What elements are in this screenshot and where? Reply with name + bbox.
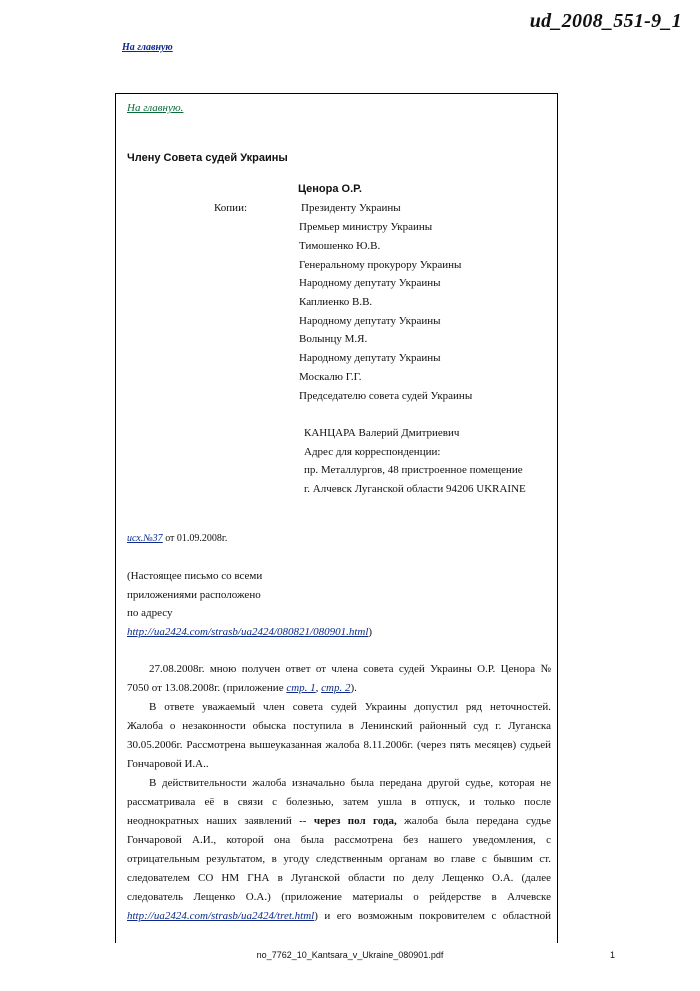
recipient: Премьер министру Украины [299, 221, 433, 233]
para3-line [127, 907, 551, 926]
recipient: Председателю совета судей Украины [299, 390, 473, 402]
paragraph-2 [127, 698, 551, 774]
letter-url-link[interactable]: http://ua2424.com/strasb/ua2424/080821/080901.html [127, 626, 369, 638]
para2-line: Гончаровой И.А.. [127, 758, 209, 770]
document-id: ud_2008_551-9_1 [529, 10, 682, 32]
para3-line: следователь Лещенко О.А.) (приложение материалы о рейдерстве в Алчевске [127, 891, 551, 903]
para3-line: рассматривала её в связи с болезнью, затем ушла в отпуск, и только после [127, 796, 551, 808]
para3-emphasis: через пол года, [313, 815, 397, 827]
reference-link[interactable]: исх.№37 [127, 533, 163, 544]
recipient: Народному депутату Украины [299, 352, 441, 364]
para1-line: 27.08.2008г. мною получен ответ от члена совета судей Украины О.Р. Ценора № [149, 663, 551, 675]
para3-line: Гончаровой А.И., которой она была рассмотрена без нашего уведомления, с [127, 834, 551, 846]
recipient: Каплиенко В.В. [299, 296, 373, 308]
sender-city: г. Алчевск Луганской области 94206 UKRAINE [304, 483, 526, 495]
para1-text: ). [350, 682, 357, 694]
sender-street: пр. Металлургов, 48 пристроенное помещение [304, 464, 523, 476]
note-line: приложениями расположено [127, 589, 261, 601]
reference-date: от 01.09.2008г. [162, 533, 228, 544]
letter-heading: Члену Совета судей Украины [127, 152, 288, 164]
para3-line: отрицательным результатом, в угоду следственным органам во главе с бывшим ст. [127, 853, 551, 865]
home-link-inner[interactable]: На главную. [127, 102, 184, 114]
footer-filename: no_7762_10_Kantsara_v_Ukraine_080901.pdf [256, 950, 444, 960]
sender-name: КАНЦАРА Валерий Дмитриевич [304, 427, 460, 439]
para1-line [127, 679, 551, 698]
copies-label: Копии: [214, 202, 248, 214]
sender-address-label: Адрес для корреспонденции: [304, 446, 441, 458]
recipient: Тимошенко Ю.В. [299, 240, 381, 252]
para3-line: следователем СО НМ ГНА в Луганской области по делу Лещенко О.А. (далее [127, 872, 551, 884]
para3-line [127, 812, 551, 831]
para3-text: жалоба была передана судье [396, 815, 551, 827]
recipient: Генеральному прокурору Украины [299, 259, 462, 271]
para3-text: ) и его возможным покровителем с областной [314, 910, 551, 922]
para3-text: неоднократных наших заявлений -- [127, 815, 314, 827]
addressee: Ценора О.Р. [298, 183, 362, 195]
para3-line: В действительности жалоба изначально была передана другой судье, которая не [149, 777, 551, 789]
para1-text: 7050 от 13.08.2008г. (приложение [127, 682, 287, 694]
para2-line: Жалоба о незаконности обыска поступила в Ленинский районный суд г. Луганска [127, 720, 551, 732]
paragraph-3 [127, 774, 551, 926]
page-number: 1 [610, 950, 616, 960]
paragraph-1 [127, 660, 551, 698]
recipient: Президенту Украины [301, 202, 401, 214]
recipient: Волынцу М.Я. [299, 333, 368, 345]
para2-line: В ответе уважаемый член совета судей Украины допустил ряд неточностей. [149, 701, 551, 713]
home-link-top[interactable]: На главную [122, 42, 173, 53]
para2-line: 30.05.2006г. Рассмотрена вышеуказанная жалоба 8.11.2006г. (через пять месяцев) судьей [127, 739, 551, 751]
recipient: Народному депутату Украины [299, 315, 441, 327]
raider-materials-link[interactable]: http://ua2424.com/strasb/ua2424/tret.html [127, 910, 315, 922]
recipient: Москалю Г.Г. [299, 371, 362, 383]
note-line: (Настоящее письмо со всеми [127, 570, 263, 582]
recipient: Народному депутату Украины [299, 277, 441, 289]
attachment-page-1-link[interactable]: стр. 1 [286, 682, 316, 694]
attachment-page-2-link[interactable]: стр. 2 [321, 682, 351, 694]
outgoing-reference [127, 533, 227, 544]
note-close: ) [368, 626, 373, 638]
note-line: по адресу [127, 607, 173, 619]
note-url-line [127, 626, 372, 638]
para1-sep: , [315, 682, 322, 694]
